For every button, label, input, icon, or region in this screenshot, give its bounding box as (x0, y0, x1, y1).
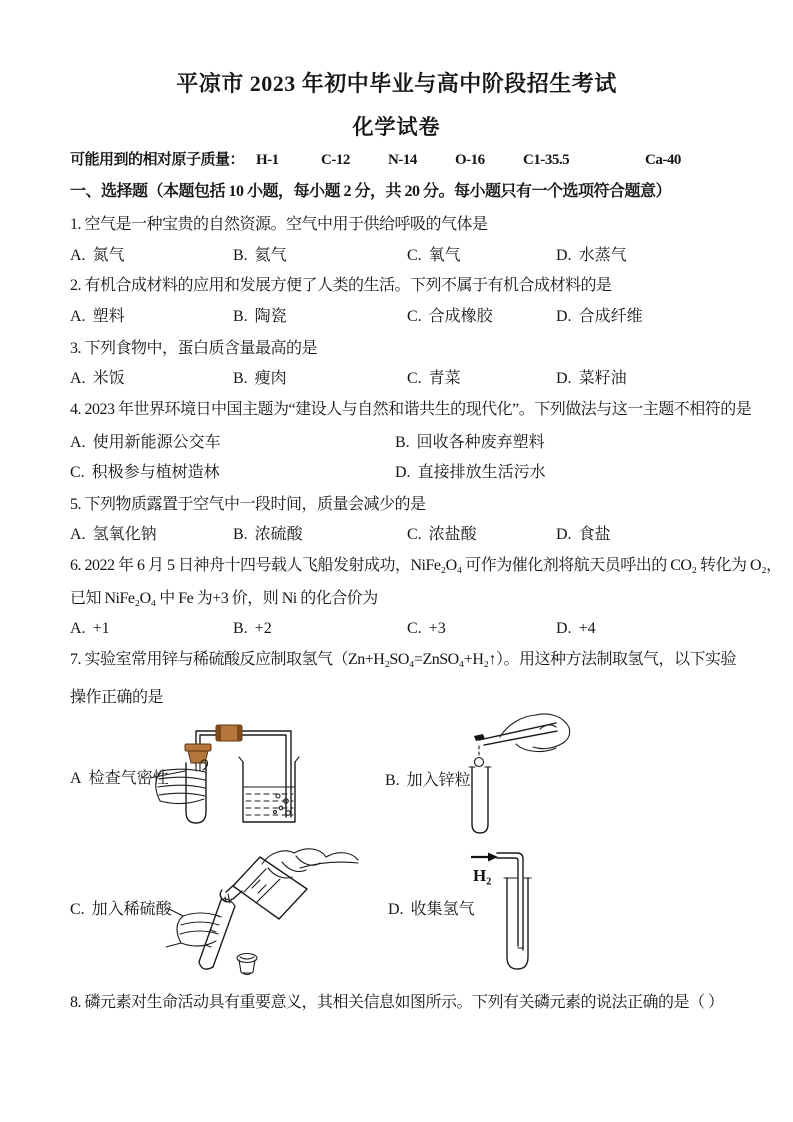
q1-stem: 1. 空气是一种宝贵的自然资源。空气中用于供给呼吸的气体是 (70, 216, 488, 233)
hand-holding-bottle (262, 849, 358, 878)
bubbles (274, 794, 291, 815)
section-header: 一、选择题（本题包括 10 小题，每小题 2 分，共 20 分。每小题只有一个选项符合题意） (70, 183, 672, 200)
q7-option-c-label: C. 加入稀硫酸 (70, 901, 172, 918)
q4-option-b: B. 回收各种废弃塑料 (395, 434, 545, 451)
q6-option-a: A. +1 (70, 620, 110, 637)
zinc-in-tweezers (474, 734, 485, 741)
q3-option-c: C. 青菜 (407, 370, 461, 387)
q2-option-c: C. 合成橡胶 (407, 308, 493, 325)
q6-option-b: B. +2 (233, 620, 272, 637)
q5-option-a: A. 氢氧化钠 (70, 526, 157, 543)
q4-option-d: D. 直接排放生活污水 (395, 464, 546, 481)
q1-option-c: C. 氧气 (407, 247, 461, 264)
stopper-on-table (237, 954, 257, 975)
gas-flow-arrow (471, 853, 498, 862)
q7-option-d-label: D. 收集氢气 (388, 901, 475, 918)
atomic-mass-item: Ca-40 (645, 152, 681, 168)
q6-option-d: D. +4 (556, 620, 596, 637)
diagram-check-airtightness (140, 715, 322, 830)
atomic-mass-item: C-12 (321, 152, 350, 168)
q8-stem: 8. 磷元素对生命活动具有重要意义，其相关信息如图所示。下列有关磷元素的说法正确的是（ ） (70, 994, 724, 1011)
diagram-add-acid (165, 845, 365, 997)
atomic-mass-item: H-1 (256, 152, 279, 168)
rubber-stopper (185, 744, 211, 763)
q5-option-d: D. 食盐 (556, 526, 611, 543)
q7-stem-line1: 7. 实验室常用锌与稀硫酸反应制取氢气（Zn+H₂SO₄=ZnSO₄+H₂↑）。用这种方法制取氢气，以下实验 (70, 651, 736, 668)
q1-option-d: D. 水蒸气 (556, 247, 627, 264)
q6-option-c: C. +3 (407, 620, 446, 637)
q1-option-a: A. 氮气 (70, 247, 125, 264)
q4-option-c: C. 积极参与植树造林 (70, 464, 220, 481)
test-tube (469, 767, 491, 833)
atomic-mass-item: O-16 (455, 152, 485, 168)
q6-stem-line1: 6. 2022 年 6 月 5 日神舟十四号载人飞船发射成功，NiFe₂O₄ 可作为催化剂将航天员呼出的 CO₂ 转化为 O₂， (70, 557, 782, 574)
rubber-connector (216, 725, 242, 741)
q4-option-a: A. 使用新能源公交车 (70, 434, 221, 451)
tube-stub (196, 763, 200, 771)
q3-option-a: A. 米饭 (70, 370, 125, 387)
q2-option-b: B. 陶瓷 (233, 308, 287, 325)
q5-option-b: B. 浓硫酸 (233, 526, 303, 543)
doc-subtitle: 化学试卷 (352, 115, 441, 139)
q3-option-d: D. 菜籽油 (556, 370, 627, 387)
q3-option-b: B. 瘦肉 (233, 370, 287, 387)
q2-option-d: D. 合成纤维 (556, 308, 643, 325)
q1-option-b: B. 氦气 (233, 247, 287, 264)
atomic-mass-label: 可能用到的相对原子质量： (70, 152, 245, 168)
h2-gas-label: H₂ (473, 866, 492, 885)
page-title: 平凉市 2023 年初中毕业与高中阶段招生考试 (176, 71, 617, 96)
q2-stem: 2. 有机合成材料的应用和发展方便了人类的生活。下列不属于有机合成材料的是 (70, 277, 612, 294)
diagram-collect-hydrogen (455, 845, 547, 977)
q3-stem: 3. 下列食物中，蛋白质含量最高的是 (70, 340, 318, 357)
q6-stem-line2: 已知 NiFe₂O₄ 中 Fe 为+3 价，则 Ni 的化合价为 (70, 590, 378, 607)
q5-stem: 5. 下列物质露置于空气中一段时间，质量会减少的是 (70, 496, 426, 513)
q7-stem-line2: 操作正确的是 (70, 689, 164, 706)
zinc-granule (475, 758, 484, 767)
q4-stem: 4. 2023 年世界环境日中国主题为“建设人与自然和谐共生的现代化”。下列做法与这一主题不相符的是 (70, 401, 752, 418)
q7-option-a-label: A 检查气密性 (70, 770, 169, 787)
diagram-add-zinc (430, 715, 588, 840)
delivery-tube (497, 853, 523, 950)
q7-option-b-label: B. 加入锌粒 (385, 772, 471, 789)
atomic-mass-item: C1-35.5 (523, 152, 570, 168)
q2-option-a: A. 塑料 (70, 308, 125, 325)
q5-option-c: C. 浓盐酸 (407, 526, 477, 543)
atomic-mass-item: N-14 (388, 152, 417, 168)
